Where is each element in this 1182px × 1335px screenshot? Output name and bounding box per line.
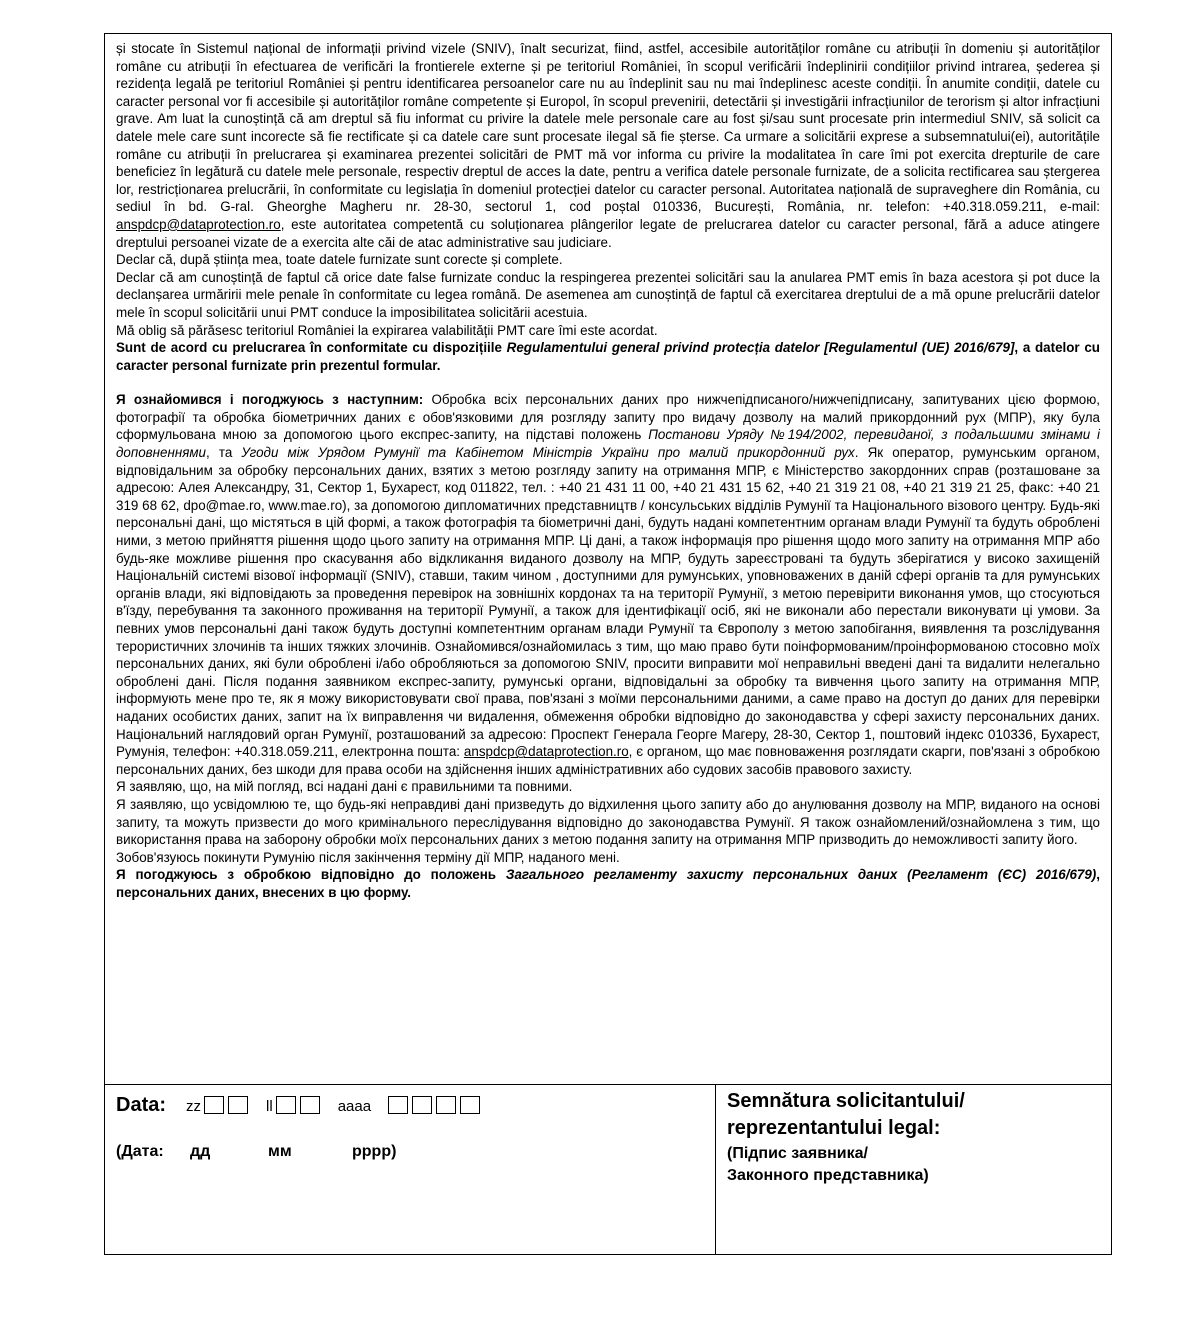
month-digit-box[interactable]	[300, 1096, 320, 1114]
signature-label-uk-line2: Законного представника)	[727, 1167, 929, 1184]
year-digit-box[interactable]	[436, 1096, 456, 1114]
signature-label-ro-line1: Semnătura solicitantului/	[727, 1090, 965, 1112]
ro-paragraph-leave-country: Mă oblig să părăsesc teritoriul României la expirarea valabilității PMT care îmi este acordat.	[116, 322, 658, 338]
signature-label-ro	[727, 1088, 965, 1142]
uk-paragraph-correct-data: Я заявляю, що, на мій погляд, всі надані дані є правильними та повними.	[116, 779, 573, 795]
uk-month-format: мм	[268, 1143, 292, 1160]
uk-regulation-ref: Загального регламенту захисту персональних даних (Регламент (ЄС) 2016/679)	[505, 867, 1097, 883]
year-format-label: aaaa	[337, 1098, 372, 1115]
uk-day-format: дд	[190, 1143, 211, 1160]
uk-agreement-ref: Угоди між Урядом Румунії та Кабінетом Міністрів України про малий прикордонний рух	[241, 445, 855, 461]
ro-paragraph-consent	[116, 339, 1100, 374]
ro-text: , este autoritatea competentă cu soluționarea plângerilor legate de prelucrarea datelor cu caracter personal, fără a aduce atingere dreptului persoanei vizate de a exercita alte căi de atac administrative sau judiciare.	[116, 216, 1100, 250]
signature-label-uk-line1: (Підпис заявника/	[727, 1145, 868, 1162]
ro-paragraph-false-data: Declar că am cunoștință de faptul că orice date false furnizate conduc la respingerea prezentei solicitări sau la anularea PMT emis în baza acestora și pot duce la declanșarea urmăririi mele penale în conformitate cu legea română. De asemenea am cunoștință de faptul că exercitarea dreptului de a mă opune prelucrării datelor mele în scopul solicitării unui PMT conduce la imposibilitatea solicitării acestuia.	[116, 269, 1100, 320]
uk-year-format: рррр)	[352, 1143, 397, 1160]
uk-law-ref: Постанови Уряду №194/2002, перевиданої, з подальшими змінами і доповненнями	[116, 427, 1100, 461]
uk-text: , є органом, що має повноваження розглядати скарги, пов'язані з обробкою персональних даних, без шкоди для права особи на здійснення інших адміністративних або судових засобів правового захисту.	[116, 744, 1100, 777]
uk-paragraph-consent	[116, 866, 1100, 901]
ro-email-link[interactable]: anspdcp@dataprotection.ro	[116, 216, 281, 232]
footer-column-divider	[715, 1084, 716, 1255]
uk-paragraph-false-data: Я заявляю, що усвідомлюю те, що будь-які неправдиві дані призведуть до відхилення цього запиту або до анулювання дозволу на МПР, виданого на основі запиту, та можуть призвести до мого кримінального переслідування відповідно до законодавства Румунії. Я також ознайомлений/ознайомлена з тим, що використання права на заборону обробки моїх персональних даних з метою подання запиту на отримання МПР призводить до неможливості запиту його.	[116, 796, 1100, 848]
ro-text: și stocate în Sistemul național de informații privind vizele (SNIV), înalt securizat, fiind, astfel, accesibile autorităților române cu atribuții în domeniu și autorităților române cu atribuții în efectuarea de verificări la frontierele externe și pe teritoriul României, în scopul verificării îndeplinirii condițiilor privind intrarea, șederea și rezidența legală pe teritoriul României și pentru identificarea persoanelor care nu au îndeplinit sau nu mai îndeplinesc aceste condiții. În anumite condiții, datele cu caracter personal vor fi accesibile și autorităților române competente și Europol, în scopul prevenirii, detectării și investigării infracțiunilor de terorism și altor infracțiuni grave. Am luat la cunoștință că am dreptul să fiu informat cu privire la datele mele personale care au fost și/sau sunt procesate prin intermediul SNIV, să solicit ca datele mele care sunt incorecte să fie rectificate și ca datele care sunt procesate ilegal să fie șterse. Ca urmare a solicitării exprese a subsemnatului(ei), autoritățile române cu atribuții în prelucrarea și examinarea prezentei solicitări de PMT mă vor informa cu privire la modalitatea în care îmi pot exercita drepturile de care beneficiez în legătură cu datele mele personale, respectiv dreptul de acces la date, pentru a verifica datele personale furnizate, de a solicita rectificarea sau ștergerea lor, restricționarea prelucrării, în conformitate cu legislația în domeniul protecției datelor cu caracter personal. Autoritatea națională de supraveghere din România, cu sediul în bd. G-ral. Gheorghe Magheru nr. 28-30, sectorul 1, cod poștal 010336, București, România, nr. telefon: +40.318.059.211, e-mail:	[116, 41, 1100, 215]
signature-label-uk	[727, 1143, 929, 1187]
uk-consent-text: Я погоджуюсь з обробкою відповідно до положень	[116, 867, 506, 883]
uk-email-link[interactable]: anspdcp@dataprotection.ro	[463, 744, 629, 760]
signature-label-ro-line2: reprezentantului legal:	[727, 1117, 941, 1139]
date-field-row	[116, 1089, 484, 1117]
ro-consent-text: Sunt de acord cu prelucrarea în conformitate cu dispozițiile	[116, 340, 507, 356]
year-digit-box[interactable]	[460, 1096, 480, 1114]
month-digit-box[interactable]	[276, 1096, 296, 1114]
ro-regulation-ref: Regulamentului general privind protecția datelor [Regulamentul (UE) 2016/679]	[506, 340, 1015, 356]
uk-text: Обробка всіх персональних даних про нижчепідписаного/нижчепідписану, запитуваних цією формою, фотографії та обробка біометричних даних є обов'язковими для розгляду запиту про видачу дозволу на малий прикордонний рух (МПР), яку була сформульована мною за допомогою цього експрес-запиту, на підставі положень	[116, 392, 1100, 443]
day-digit-box[interactable]	[204, 1096, 224, 1114]
uk-date-label: (Дата:	[116, 1143, 164, 1160]
section-gap	[116, 374, 1100, 391]
day-format-label: zz	[186, 1098, 202, 1115]
uk-consent-text: , персональних даних, внесених в цю форму.	[116, 867, 1100, 900]
month-format-label: ll	[266, 1098, 273, 1115]
footer-divider	[104, 1084, 1112, 1085]
uk-text: , та	[206, 445, 242, 461]
uk-lead: Я ознайомився і погоджуюсь з наступним:	[116, 392, 424, 408]
year-digit-box[interactable]	[388, 1096, 408, 1114]
date-label: Data:	[116, 1094, 167, 1116]
ro-consent-text: , a datelor cu caracter personal furnizate prin prezentul formular.	[116, 340, 1100, 373]
uk-date-label-row	[116, 1143, 396, 1161]
day-digit-box[interactable]	[228, 1096, 248, 1114]
declaration-text	[116, 40, 1100, 902]
ro-paragraph-correct-data: Declar că, după știința mea, toate datele furnizate sunt corecte și complete.	[116, 252, 563, 268]
uk-paragraph-leave-country: Зобов'язуюсь покинути Румунію після закінчення терміну дії МПР, наданого мені.	[116, 849, 620, 865]
uk-text: . Як оператор, румунським органом, відповідальним за обробку персональних даних, взятих з метою розгляду запиту на отримання МПР, є Міністерство закордонних справ (розташоване за адресою: Алея Александру, 31, Сектор 1, Бухарест, код 011822, тел. : +40 21 431 11 00, +40 21 431 15 62, +40 21 319 21 08, +40 21 319 21 25, факс: +40 21 319 68 62, dpo@mae.ro, www.mae.ro), за допомогою дипломатичних представництв / консульських відділів Румунії та Національного візового центру. Будь-які персональні дані, що містяться в цій формі, а також фотографія та біометричні дані, будуть надані компетентним органам влади Румунії та будуть оброблені ними, з метою прийняття рішення щодо цього запиту на отримання МПР. Ці дані, а також інформація про рішення щодо мого запиту на отримання МПР або будь-яке можливе рішення про скасування або відкликання виданого дозволу на МПР, будуть зареєстровані та будуть зберігатися у високо захищеній Національній системі візової інформації (SNIV), ставши, таким чином , доступними для румунських, уповноважених в даній сфері органів та для румунських органів влади, які відповідають за проведення перевірок на зовнішніх кордонах та на території Румунії, з метою перевірити виконання умов, що стосуються в'їзду, перебування та законного проживання на території Румунії, а також для ідентифікації осіб, які не виконали або перестали виконувати ці умови. За певних умов персональні дані також будуть доступні компетентним органам влади Румунії та Європолу з метою запобігання, виявлення та розслідування терористичних злочинів та інших тяжких злочинів. Ознайомився/ознайомилась з тим, що маю право бути поінформованим/проінформованою стосовно моїх персональних даних, які були оброблені і/або обробляються за допомогою SNIV, просити виправити мої неправильні введені дані та видалити нелегально оброблені дані. Після подання заявником експрес-запиту, румунські органи, відповідальні за обробку та вивчення цього запиту на отримання МПР, інформують мене про те, як я можу використовувати свої права, пов'язані з моїми персональними даними, а саме право на доступ до даних для перевірки наданих особистих даних, запит на їх виправлення чи видалення, обмеження обробки відповідно до законодавства у сфері захисту персональних даних. Національний наглядовий орган Румунії, розташований за адресою: Проспект Генерала Георге Магеру, 28-30, Сектор 1, поштовий індекс 010336, Бухарест, Румунія, телефон: +40.318.059.211, електронна пошта:	[116, 445, 1101, 760]
ro-paragraph-data-processing	[116, 40, 1100, 251]
year-digit-box[interactable]	[412, 1096, 432, 1114]
uk-paragraph-data-processing	[116, 391, 1100, 778]
